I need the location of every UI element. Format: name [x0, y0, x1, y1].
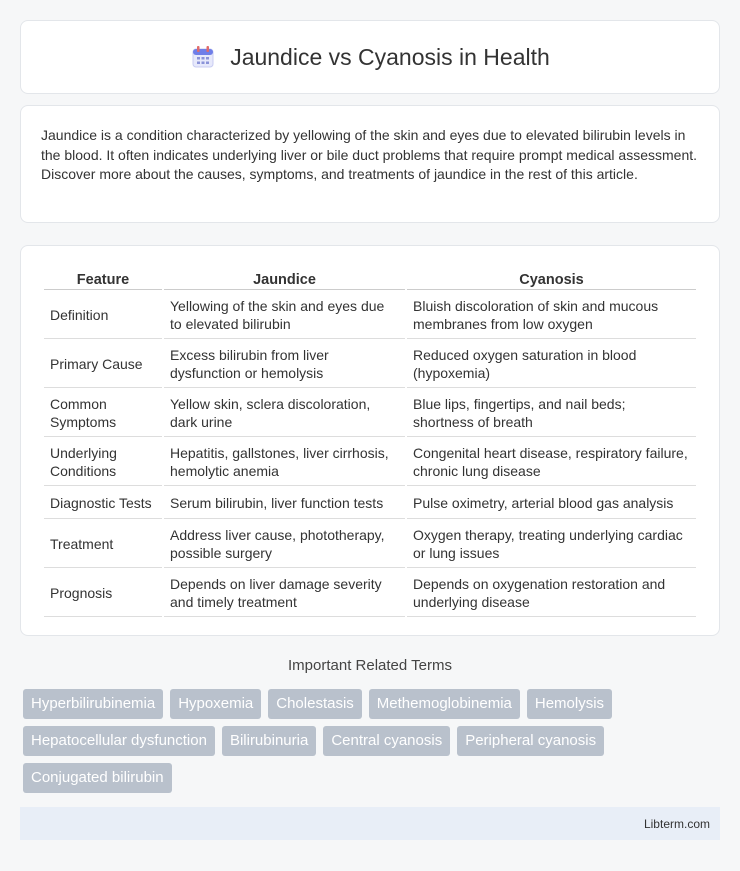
page-title: Jaundice vs Cyanosis in Health: [230, 43, 550, 70]
row-feature: Underlying Conditions: [44, 439, 162, 486]
tag-hepatocellular-dysfunction[interactable]: Hepatocellular dysfunction: [23, 726, 215, 756]
footer: [20, 807, 720, 840]
row-cyanosis: Reduced oxygen saturation in blood (hypoxemia): [407, 341, 696, 388]
tag-peripheral-cyanosis[interactable]: Peripheral cyanosis: [457, 726, 604, 756]
row-feature: Diagnostic Tests: [44, 488, 162, 519]
header-jaundice: Jaundice: [164, 268, 405, 290]
table-row: [44, 341, 696, 388]
tag-methemoglobinemia[interactable]: Methemoglobinemia: [369, 689, 520, 719]
row-jaundice: Serum bilirubin, liver function tests: [164, 488, 405, 519]
comparison-table: [42, 266, 698, 619]
table-row: [44, 488, 696, 519]
related-terms-title: Important Related Terms: [288, 657, 452, 674]
table-row: [44, 521, 696, 568]
row-jaundice: Depends on liver damage severity and timely treatment: [164, 570, 405, 617]
header-feature: Feature: [44, 268, 162, 290]
row-feature: Definition: [44, 292, 162, 339]
row-cyanosis: Oxygen therapy, treating underlying cardiac or lung issues: [407, 521, 696, 568]
row-jaundice: Address liver cause, phototherapy, possible surgery: [164, 521, 405, 568]
tag-cholestasis[interactable]: Cholestasis: [268, 689, 362, 719]
row-jaundice: Excess bilirubin from liver dysfunction or hemolysis: [164, 341, 405, 388]
row-feature: Prognosis: [44, 570, 162, 617]
row-cyanosis: Bluish discoloration of skin and mucous membranes from low oxygen: [407, 292, 696, 339]
row-jaundice: Yellow skin, sclera discoloration, dark urine: [164, 390, 405, 437]
tag-hyperbilirubinemia[interactable]: Hyperbilirubinemia: [23, 689, 163, 719]
intro-text: Jaundice is a condition characterized by yellowing of the skin and eyes due to elevated bilirubin levels in the blood. It often indicates underlying liver or bile duct problems that require prompt medical assessment. Discover more about the causes, symptoms, and treatments of jaundice in the rest of this article.: [41, 127, 698, 182]
row-feature: Common Symptoms: [44, 390, 162, 437]
intro-card: [20, 105, 720, 223]
table-row: [44, 292, 696, 339]
row-cyanosis: Congenital heart disease, respiratory failure, chronic lung disease: [407, 439, 696, 486]
tag-hypoxemia[interactable]: Hypoxemia: [170, 689, 261, 719]
table-row: [44, 439, 696, 486]
comparison-card: [20, 245, 720, 636]
header-cyanosis: Cyanosis: [407, 268, 696, 290]
row-feature: Primary Cause: [44, 341, 162, 388]
table-row: [44, 570, 696, 617]
row-cyanosis: Pulse oximetry, arterial blood gas analysis: [407, 488, 696, 519]
row-feature: Treatment: [44, 521, 162, 568]
row-jaundice: Hepatitis, gallstones, liver cirrhosis, hemolytic anemia: [164, 439, 405, 486]
row-jaundice: Yellowing of the skin and eyes due to elevated bilirubin: [164, 292, 405, 339]
calendar-icon: [190, 44, 216, 70]
table-row: [44, 390, 696, 437]
footer-site-link[interactable]: Libterm.com: [643, 817, 710, 831]
tag-central-cyanosis[interactable]: Central cyanosis: [323, 726, 450, 756]
row-cyanosis: Depends on oxygenation restoration and underlying disease: [407, 570, 696, 617]
tag-conjugated-bilirubin[interactable]: Conjugated bilirubin: [23, 763, 172, 793]
related-terms-tags: [23, 689, 723, 793]
tag-bilirubinuria[interactable]: Bilirubinuria: [222, 726, 316, 756]
table-header-row: [44, 268, 696, 290]
tag-hemolysis[interactable]: Hemolysis: [527, 689, 612, 719]
row-cyanosis: Blue lips, fingertips, and nail beds; shortness of breath: [407, 390, 696, 437]
title-card: [20, 20, 720, 94]
